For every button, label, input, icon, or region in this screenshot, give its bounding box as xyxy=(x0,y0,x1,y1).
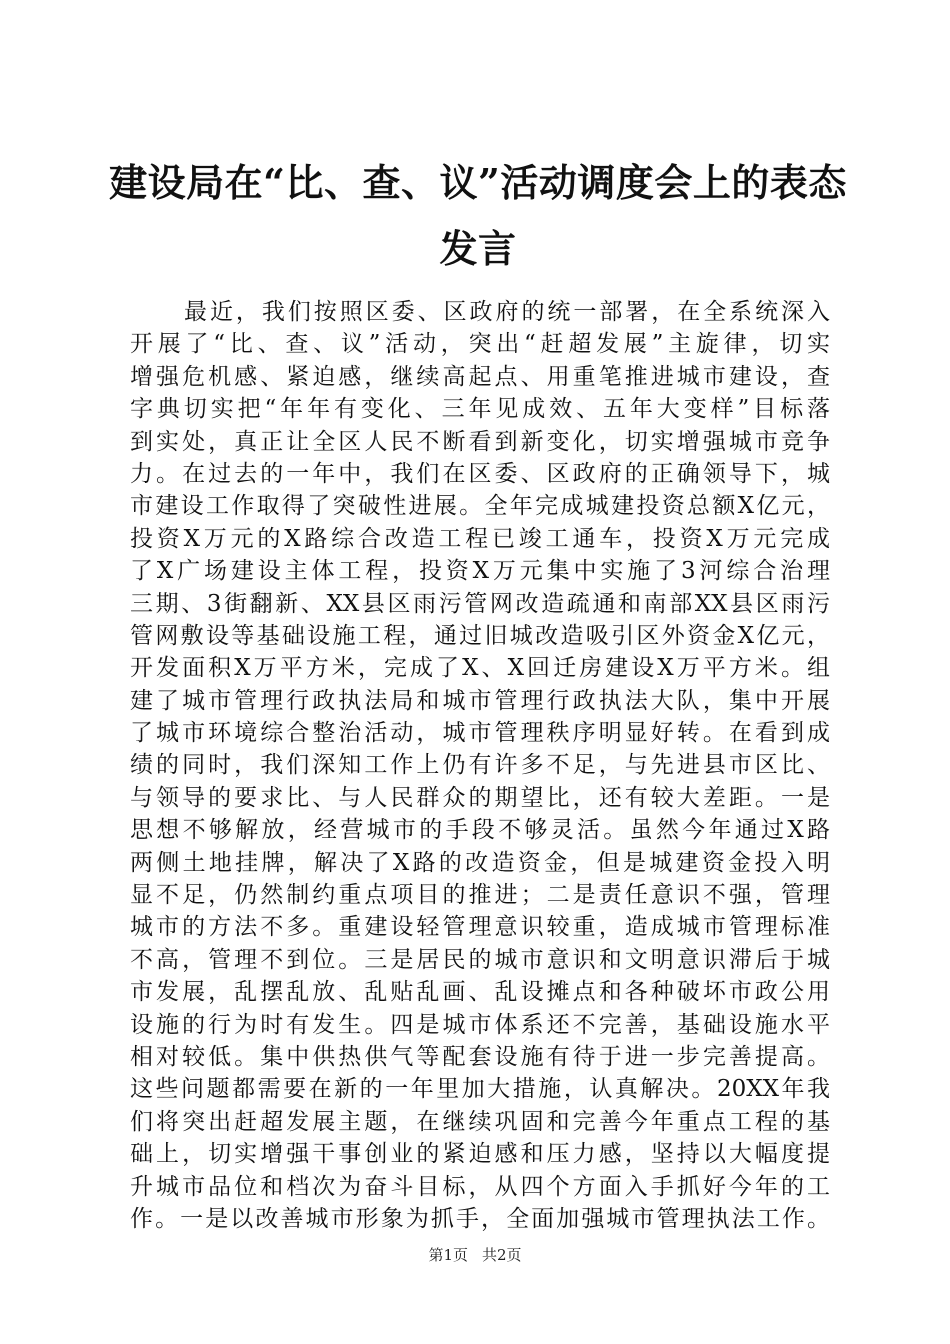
document-title-line-1: 建设局在“比、查、议”活动调度会上的表态 xyxy=(109,160,847,205)
body-line-23: 设施的行为时有发生。四是城市体系还不完善，基础设施水平 xyxy=(130,1011,830,1038)
body-line-9: 了X广场建设主体工程，投资X万元集中实施了3河综合治理 xyxy=(130,558,830,585)
document-body xyxy=(130,296,830,1235)
document-title-line-2: 发言 xyxy=(439,226,517,271)
body-line-27: 础上，切实增强干事创业的紧迫感和压力感，坚持以大幅度提 xyxy=(130,1141,830,1168)
page-footer xyxy=(0,1246,950,1264)
body-line-29: 作。一是以改善城市形象为抓手，全面加强城市管理执法工作。 xyxy=(130,1205,830,1232)
body-line-13: 建了城市管理行政执法局和城市管理行政执法大队，集中开展 xyxy=(130,687,830,714)
body-line-1: 最近，我们按照区委、区政府的统一部署，在全系统深入 xyxy=(184,299,830,325)
body-line-8: 投资X万元的X路综合改造工程已竣工通车，投资X万元完成 xyxy=(130,525,830,552)
body-line-22: 市发展，乱摆乱放、乱贴乱画、乱设摊点和各种破坏市政公用 xyxy=(130,979,830,1006)
page-total: 共2页 xyxy=(482,1246,522,1264)
body-line-3: 增强危机感、紧迫感，继续高起点、用重笔推进城市建设，查 xyxy=(130,363,830,390)
body-line-16: 与领导的要求比、与人民群众的期望比，还有较大差距。一是 xyxy=(130,784,830,811)
body-line-21: 不高，管理不到位。三是居民的城市意识和文明意识滞后于城 xyxy=(130,946,830,973)
body-line-11: 管网敷设等基础设施工程，通过旧城改造吸引区外资金X亿元， xyxy=(130,622,830,649)
body-line-20: 城市的方法不多。重建设轻管理意识较重，造成城市管理标准 xyxy=(130,914,830,941)
body-line-18: 两侧土地挂牌，解决了X路的改造资金，但是城建资金投入明 xyxy=(130,849,830,876)
body-line-25: 这些问题都需要在新的一年里加大措施，认真解决。20XX年我 xyxy=(130,1076,830,1103)
body-line-10: 三期、3街翻新、XX县区雨污管网改造疏通和南部XX县区雨污 xyxy=(130,590,830,617)
body-line-19: 显不足，仍然制约重点项目的推进；二是责任意识不强，管理 xyxy=(130,882,830,909)
body-line-4: 字典切实把“年年有变化、三年见成效、五年大变样”目标落 xyxy=(130,396,830,423)
body-line-2: 开展了“比、查、议”活动，突出“赶超发展”主旋律，切实 xyxy=(130,331,830,358)
page-number: 第1页 xyxy=(428,1246,468,1264)
body-line-12: 开发面积X万平方米，完成了X、X回迁房建设X万平方米。组 xyxy=(130,655,830,682)
body-line-17: 思想不够解放，经营城市的手段不够灵活。虽然今年通过X路 xyxy=(130,817,830,844)
body-line-6: 力。在过去的一年中，我们在区委、区政府的正确领导下，城 xyxy=(130,460,830,487)
body-line-5: 到实处，真正让全区人民不断看到新变化，切实增强城市竞争 xyxy=(130,428,830,455)
body-line-26: 们将突出赶超发展主题，在继续巩固和完善今年重点工程的基 xyxy=(130,1108,830,1135)
body-line-15: 绩的同时，我们深知工作上仍有许多不足，与先进县市区比、 xyxy=(130,752,830,779)
body-line-28: 升城市品位和档次为奋斗目标，从四个方面入手抓好今年的工 xyxy=(130,1173,830,1200)
body-line-24: 相对较低。集中供热供气等配套设施有待于进一步完善提高。 xyxy=(130,1043,830,1070)
body-line-14: 了城市环境综合整治活动，城市管理秩序明显好转。在看到成 xyxy=(130,720,830,747)
body-line-7: 市建设工作取得了突破性进展。全年完成城建投资总额X亿元， xyxy=(130,493,830,520)
